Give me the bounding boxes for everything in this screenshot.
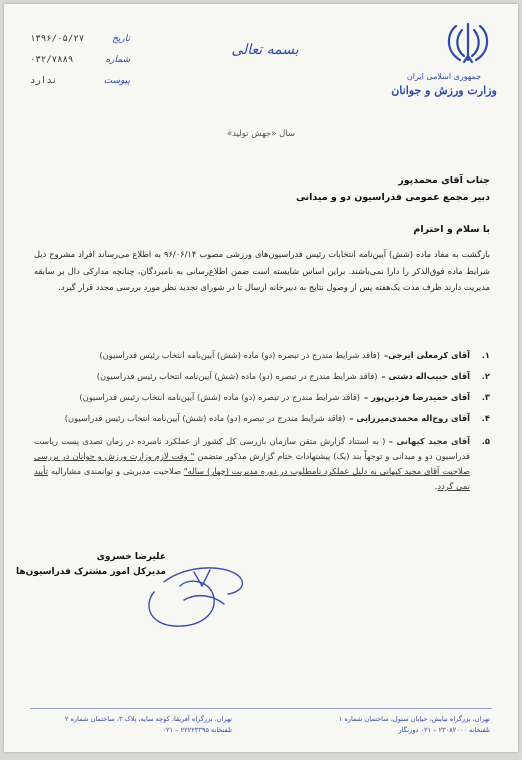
item-number: ۱. [481,350,490,360]
list-item [34,434,490,494]
attachment-label: پیوست [103,76,130,86]
handwritten-signature [124,552,274,632]
list-item [34,390,490,411]
addressee [296,172,490,206]
signer-name: علیرضا خسروی [96,552,166,562]
candidate-name: آقای حبیب‌اله دشتی – [381,371,470,381]
footer-divider [30,708,492,709]
date-value: ۱۳۹۶/۰۵/۲۷ [30,34,85,44]
ministry-name [384,70,504,98]
status-text-c: . [434,481,438,491]
letter-body: بازگشت به مفاد ماده (شش) آیین‌نامه انتخابات رئیس فدراسیون‌های ورزشی مصوب ۹۶/۰۶/۱۴ به اطلاع می‌رساند افراد مشروح ذیل شرایط ماده فوق‌الذکر را دارا نمی‌باشند. براین اساس شایسته است ضمن اطلاع‌رسانی به نامبردگان، چنانچه مدارکی دال بر سابقه مدیریت دارند ظرف مدت یک‌هفته پس از وصول نتایج به دبیرخانه ارسال تا در شورای تجدید نظر مورد بررسی مجدد قرار گیرد. [34,249,490,292]
candidate-name: آقای روح‌اله محمدی‌میرزایی – [349,413,470,423]
footer-address-1 [280,714,490,736]
addressee-title: دبیر مجمع عمومی فدراسیون دو و میدانی [295,192,490,203]
basmala: بسمه تعالی [231,42,299,58]
attachment-value: ندارد [30,76,58,86]
item-number: ۵. [481,436,490,446]
ministry-line1: جمهوری اسلامی ایران [406,72,482,81]
candidate-status: (فاقد شرایط مندرج در تبصره (دو) ماده (شش) آیین‌نامه انتخاب رئیس فدراسیون) [64,413,346,423]
candidate-name: آقای کرمعلی ایرجی– [383,350,470,360]
candidate-status: (فاقد شرایط مندرج در تبصره (دو) ماده (شش) آیین‌نامه انتخاب رئیس فدراسیون) [79,392,361,402]
ministry-line2: وزارت ورزش و جوانان [391,84,497,97]
date-label: تاریخ [112,34,130,44]
status-text-b: صلاحیت مدیریتی و توانمندی مشارالیه [48,466,184,476]
candidate-status: (فاقد شرایط مندرج در تبصره (دو) ماده (شش) آیین‌نامه انتخاب رئیس فدراسیون) [96,371,378,381]
candidate-status [34,434,470,494]
candidate-name: آقای مجید کیهانی – [388,436,471,446]
footer-address-1-line2: تلفنخانه ۲۳۰۸۲۰۰۰ – ۰۲۱ دورنگار [398,726,490,734]
letter-meta [30,34,130,97]
iran-emblem-icon [440,18,496,68]
signer-title: مدیرکل امور مشترک فدراسیون‌ها [16,567,166,577]
footer-address-2 [32,714,232,736]
item-number: ۴. [481,413,490,423]
item-number: ۳. [481,392,490,402]
status-text-underlined: " وقت لازم وزارت ورزش و جوانان در بررسی صلاحیت آقای مجید کیهانی به دلیل عملکرد نامطلوب در دوره مدیریت (چهار) ساله" [34,451,470,476]
list-item [34,348,490,369]
status-text-underlined-2: تأیید نمی گردد [34,466,470,491]
list-item [34,411,490,432]
candidate-status: (فاقد شرایط مندرج در تبصره (دو) ماده (شش) آیین‌نامه انتخاب رئیس فدراسیون) [99,350,380,360]
number-label: شماره [105,55,130,65]
footer-address-1-line1: تهران، بزرگراه نیایش، خیابان ستول، ساختمان شماره ۱ [338,715,490,723]
number-value: ۰۳۲/۷۸۸۹ [30,55,74,65]
status-text-a: ( به استناد گزارش متقن سازمان بازرسی کل کشور از عملکرد نامبرده در زمان تصدی پست ریاست فدراسیون دو و میدانی و توجهاً بند (یک) پیشنهادات ختام گزارش مذکور متضمن [34,436,470,461]
footer-address-2-line1: تهران، بزرگراه آفریقا، کوچه سایه، پلاک ۳، ساختمان شماره ۲ [64,715,232,723]
item-number: ۲. [481,371,490,381]
footer-address-2-line2: تلفنخانه ۲۲۲۲۳۳۹۵ – ۰۲۱ [162,726,232,734]
candidate-name: آقای حمیدرضا فردین‌پور – [364,392,470,402]
addressee-name: جناب آقای محمدپور [398,175,490,186]
candidate-list [34,348,490,494]
letter-page [4,4,518,752]
list-item [34,369,490,390]
year-motto: سال «جهش تولید» [226,129,296,139]
greeting: با سلام و احترام [413,224,490,235]
